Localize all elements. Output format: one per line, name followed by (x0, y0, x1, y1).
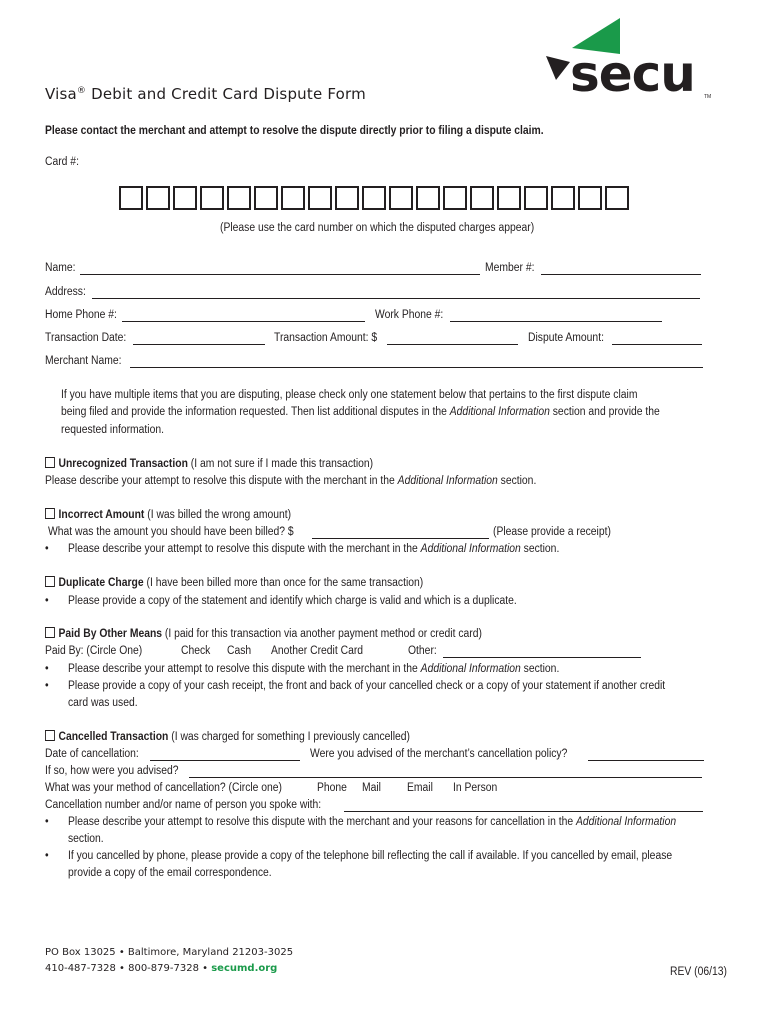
option-cash[interactable]: Cash (227, 645, 252, 657)
option-phone[interactable]: Phone (317, 782, 347, 794)
dispute-amount-label: Dispute Amount: (528, 332, 604, 344)
card-digit-box[interactable] (551, 186, 575, 210)
receipt-note: (Please provide a receipt) (493, 526, 611, 538)
cancelled-option[interactable]: Cancelled Transaction (I was charged for something I previously cancelled) (45, 729, 410, 746)
bullet: • (45, 816, 49, 828)
card-digit-box[interactable] (470, 186, 494, 210)
option-another-card[interactable]: Another Credit Card (271, 645, 364, 657)
other-means-bullet-2-cont: card was used. (68, 697, 138, 709)
instructions-line2: being filed and provide the information requested. Then list additional disputes in the Additional Information section and provide the (61, 406, 660, 418)
checkbox[interactable] (45, 508, 55, 519)
secu-logo (544, 18, 714, 108)
home-phone-field[interactable] (122, 321, 365, 322)
merchant-name-label: Merchant Name: (45, 355, 122, 367)
unrecognized-desc: Please describe your attempt to resolve this dispute with the merchant in the Additional Information section. (45, 475, 537, 487)
instructions-line1: If you have multiple items that you are disputing, please check only one statement below that pertains to the first dispute claim (61, 389, 638, 401)
merchant-name-field[interactable] (130, 367, 703, 368)
card-digit-box[interactable] (497, 186, 521, 210)
policy-label: Were you advised of the merchant’s cancellation policy? (310, 748, 568, 760)
cancelled-bullet-1: Please describe your attempt to resolve this dispute with the merchant and your reasons for cancellation in the Additional Information (68, 816, 677, 828)
footer-address: PO Box 13025 • Baltimore, Maryland 21203-3025 (45, 947, 294, 958)
instructions-line3: requested information. (61, 424, 164, 436)
card-digit-box[interactable] (173, 186, 197, 210)
option-email[interactable]: Email (407, 782, 433, 794)
footer-contact: 410-487-7328 • 800-879-7328 • secumd.org (45, 963, 278, 974)
card-note: (Please use the card number on which the disputed charges appear) (220, 222, 535, 234)
transaction-date-field[interactable] (133, 344, 265, 345)
card-digit-box[interactable] (254, 186, 278, 210)
logo-wordmark: secu (570, 45, 695, 103)
member-label: Member #: (485, 262, 535, 274)
policy-field[interactable] (588, 760, 704, 761)
bullet: • (45, 543, 49, 555)
how-advised-label: If so, how were you advised? (45, 765, 179, 777)
other-means-option[interactable]: Paid By Other Means (I paid for this transaction via another payment method or credit card) (45, 626, 482, 643)
dispute-amount-field[interactable] (612, 344, 702, 345)
cancellation-number-field[interactable] (344, 811, 703, 812)
card-digit-box[interactable] (200, 186, 224, 210)
transaction-amount-label: Transaction Amount: $ (274, 332, 378, 344)
cancelled-bullet-2: If you cancelled by phone, please provide a copy of the telephone bill reflecting the call if available. If you cancelled by email, please (68, 850, 673, 862)
correct-amount-field[interactable] (312, 538, 489, 539)
transaction-date-label: Transaction Date: (45, 332, 127, 344)
unrecognized-option[interactable]: Unrecognized Transaction (I am not sure if I made this transaction) (45, 456, 373, 473)
card-digit-box[interactable] (605, 186, 629, 210)
bullet: • (45, 680, 49, 692)
option-in-person[interactable]: In Person (453, 782, 498, 794)
name-label: Name: (45, 262, 76, 274)
card-digit-box[interactable] (389, 186, 413, 210)
card-label: Card #: (45, 156, 79, 168)
address-label: Address: (45, 286, 86, 298)
option-other[interactable]: Other: (408, 645, 437, 657)
option-check[interactable]: Check (181, 645, 211, 657)
card-number-boxes[interactable] (119, 186, 629, 210)
cancelled-bullet-1-cont: section. (68, 833, 104, 845)
card-digit-box[interactable] (281, 186, 305, 210)
how-advised-field[interactable] (189, 777, 702, 778)
work-phone-label: Work Phone #: (375, 309, 444, 321)
cancellation-date-label: Date of cancellation: (45, 748, 139, 760)
other-field[interactable] (443, 657, 641, 658)
checkbox[interactable] (45, 457, 55, 468)
other-means-bullet-2: Please provide a copy of your cash receipt, the front and back of your cancelled check or a copy of your statement if another credit (68, 680, 666, 692)
home-phone-label: Home Phone #: (45, 309, 117, 321)
incorrect-bullet-1: Please describe your attempt to resolve this dispute with the merchant in the Additional Information section. (68, 543, 560, 555)
card-digit-box[interactable] (362, 186, 386, 210)
card-digit-box[interactable] (524, 186, 548, 210)
card-digit-box[interactable] (416, 186, 440, 210)
paid-by-label: Paid By: (Circle One) (45, 645, 143, 657)
duplicate-bullet-1: Please provide a copy of the statement and identify which charge is valid and which is a duplicate. (68, 595, 517, 607)
card-digit-box[interactable] (443, 186, 467, 210)
member-field[interactable] (541, 274, 701, 275)
bullet: • (45, 663, 49, 675)
logo-tm: TM (704, 94, 712, 100)
card-digit-box[interactable] (335, 186, 359, 210)
method-label: What was your method of cancellation? (Circle one) (45, 782, 283, 794)
address-field[interactable] (92, 298, 700, 299)
checkbox[interactable] (45, 730, 55, 741)
cancellation-date-field[interactable] (150, 760, 300, 761)
option-mail[interactable]: Mail (362, 782, 381, 794)
form-title: Visa® Debit and Credit Card Dispute Form (45, 85, 366, 103)
bullet: • (45, 595, 49, 607)
revision: REV (06/13) (670, 966, 727, 978)
card-digit-box[interactable] (578, 186, 602, 210)
bullet: • (45, 850, 49, 862)
other-means-bullet-1: Please describe your attempt to resolve this dispute with the merchant in the Additional Information section. (68, 663, 560, 675)
work-phone-field[interactable] (450, 321, 662, 322)
card-digit-box[interactable] (119, 186, 143, 210)
duplicate-charge-option[interactable]: Duplicate Charge (I have been billed more than once for the same transaction) (45, 575, 423, 592)
incorrect-amount-option[interactable]: Incorrect Amount (I was billed the wrong amount) (45, 507, 291, 524)
incorrect-amount-question: What was the amount you should have been billed? $ (48, 526, 294, 538)
cancelled-bullet-2-cont: provide a copy of the email correspondence. (68, 867, 272, 879)
card-digit-box[interactable] (146, 186, 170, 210)
transaction-amount-field[interactable] (387, 344, 518, 345)
cancellation-number-label: Cancellation number and/or name of person you spoke with: (45, 799, 322, 811)
card-digit-box[interactable] (308, 186, 332, 210)
name-field[interactable] (80, 274, 480, 275)
intro-text: Please contact the merchant and attempt to resolve the dispute directly prior to filing a dispute claim. (45, 125, 544, 137)
checkbox[interactable] (45, 576, 55, 587)
checkbox[interactable] (45, 627, 55, 638)
website-link[interactable]: secumd.org (211, 963, 278, 974)
card-digit-box[interactable] (227, 186, 251, 210)
